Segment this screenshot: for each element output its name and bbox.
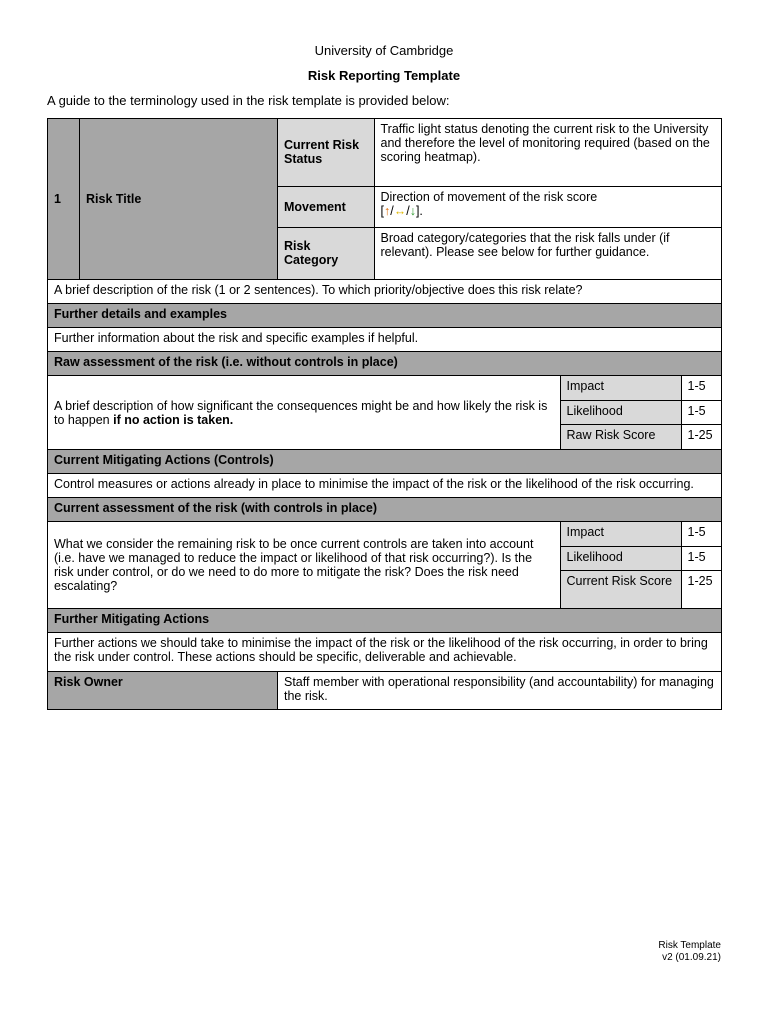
raw-likelihood-label: Likelihood bbox=[560, 400, 681, 424]
movement-desc bbox=[374, 186, 721, 227]
current-controls-heading: Current Mitigating Actions (Controls) bbox=[48, 450, 722, 474]
current-assessment-heading: Current assessment of the risk (with controls in place) bbox=[48, 498, 722, 522]
bracket-close: ]. bbox=[415, 203, 423, 218]
current-controls-text: Control measures or actions already in place to minimise the impact of the risk or the likelihood of the risk occurring. bbox=[48, 474, 722, 498]
organisation-name: University of Cambridge bbox=[314, 43, 454, 58]
raw-assessment-desc: A brief description of how significant the consequences might be and how likely the risk is to happen bbox=[54, 398, 548, 427]
risk-template-table bbox=[47, 118, 722, 710]
intro-text: A guide to the terminology used in the risk template is provided below: bbox=[47, 93, 450, 108]
arrow-separator: / bbox=[390, 203, 394, 218]
risk-category-desc: Broad category/categories that the risk falls under (if relevant). Please see below for further guidance. bbox=[374, 227, 721, 279]
risk-description-row: A brief description of the risk (1 or 2 sentences). To which priority/objective does this risk relate? bbox=[48, 280, 722, 304]
document-title: Risk Reporting Template bbox=[307, 68, 461, 83]
current-impact-label: Impact bbox=[560, 522, 681, 546]
current-risk-score-value: 1-25 bbox=[681, 570, 721, 608]
current-impact-value: 1-5 bbox=[681, 522, 721, 546]
arrow-up-icon: ↑ bbox=[383, 203, 391, 218]
raw-risk-score-value: 1-25 bbox=[681, 424, 721, 449]
raw-assessment-heading: Raw assessment of the risk (i.e. without controls in place) bbox=[48, 352, 722, 376]
footer-version: v2 (01.09.21) bbox=[662, 952, 721, 963]
raw-assessment-desc-bold: if no action is taken. bbox=[113, 412, 234, 427]
risk-number: 1 bbox=[48, 119, 80, 280]
bracket-open: [ bbox=[380, 203, 384, 218]
current-risk-status-label: Current Risk Status bbox=[278, 119, 374, 186]
raw-impact-value: 1-5 bbox=[681, 376, 721, 400]
further-details-text: Further information about the risk and specific examples if helpful. bbox=[48, 328, 722, 352]
current-likelihood-value: 1-5 bbox=[681, 546, 721, 570]
current-risk-status-desc: Traffic light status denoting the current risk to the University and therefore the level of monitoring required (based on the scoring heatmap). bbox=[374, 119, 721, 186]
document-footer bbox=[658, 940, 721, 964]
risk-title-label: Risk Title bbox=[80, 119, 278, 280]
raw-likelihood-value: 1-5 bbox=[681, 400, 721, 424]
risk-owner-text: Staff member with operational responsibility (and accountability) for managing the risk. bbox=[278, 672, 722, 710]
raw-risk-score-label: Raw Risk Score bbox=[560, 424, 681, 449]
further-actions-text: Further actions we should take to minimise the impact of the risk or the likelihood of the risk occurring, in order to bring the risk under control. These actions should be specific, deliverable and achievable. bbox=[48, 633, 722, 672]
current-assessment-block bbox=[48, 522, 722, 609]
risk-category-label: Risk Category bbox=[278, 227, 374, 279]
risk-attributes bbox=[278, 119, 722, 280]
further-details-heading: Further details and examples bbox=[48, 304, 722, 328]
risk-owner-label: Risk Owner bbox=[48, 672, 278, 710]
footer-template-name: Risk Template bbox=[658, 940, 721, 951]
arrow-separator: / bbox=[406, 203, 410, 218]
raw-assessment-text bbox=[48, 376, 560, 449]
further-actions-heading: Further Mitigating Actions bbox=[48, 609, 722, 633]
raw-assessment-block bbox=[48, 376, 722, 450]
current-likelihood-label: Likelihood bbox=[560, 546, 681, 570]
current-assessment-text: What we consider the remaining risk to be once current controls are taken into account (i.e. have we managed to reduce the impact or likelihood of that risk occurring?). Is the risk under control, or do we need to do more to mitigate the risk? Does the risk need escalating? bbox=[48, 522, 560, 608]
raw-impact-label: Impact bbox=[560, 376, 681, 400]
arrow-down-icon: ↓ bbox=[409, 203, 416, 218]
movement-desc-text: Direction of movement of the risk score bbox=[380, 189, 598, 204]
movement-label: Movement bbox=[278, 186, 374, 227]
current-risk-score-label: Current Risk Score bbox=[560, 570, 681, 608]
arrow-left-right-icon: ↔ bbox=[393, 203, 407, 218]
